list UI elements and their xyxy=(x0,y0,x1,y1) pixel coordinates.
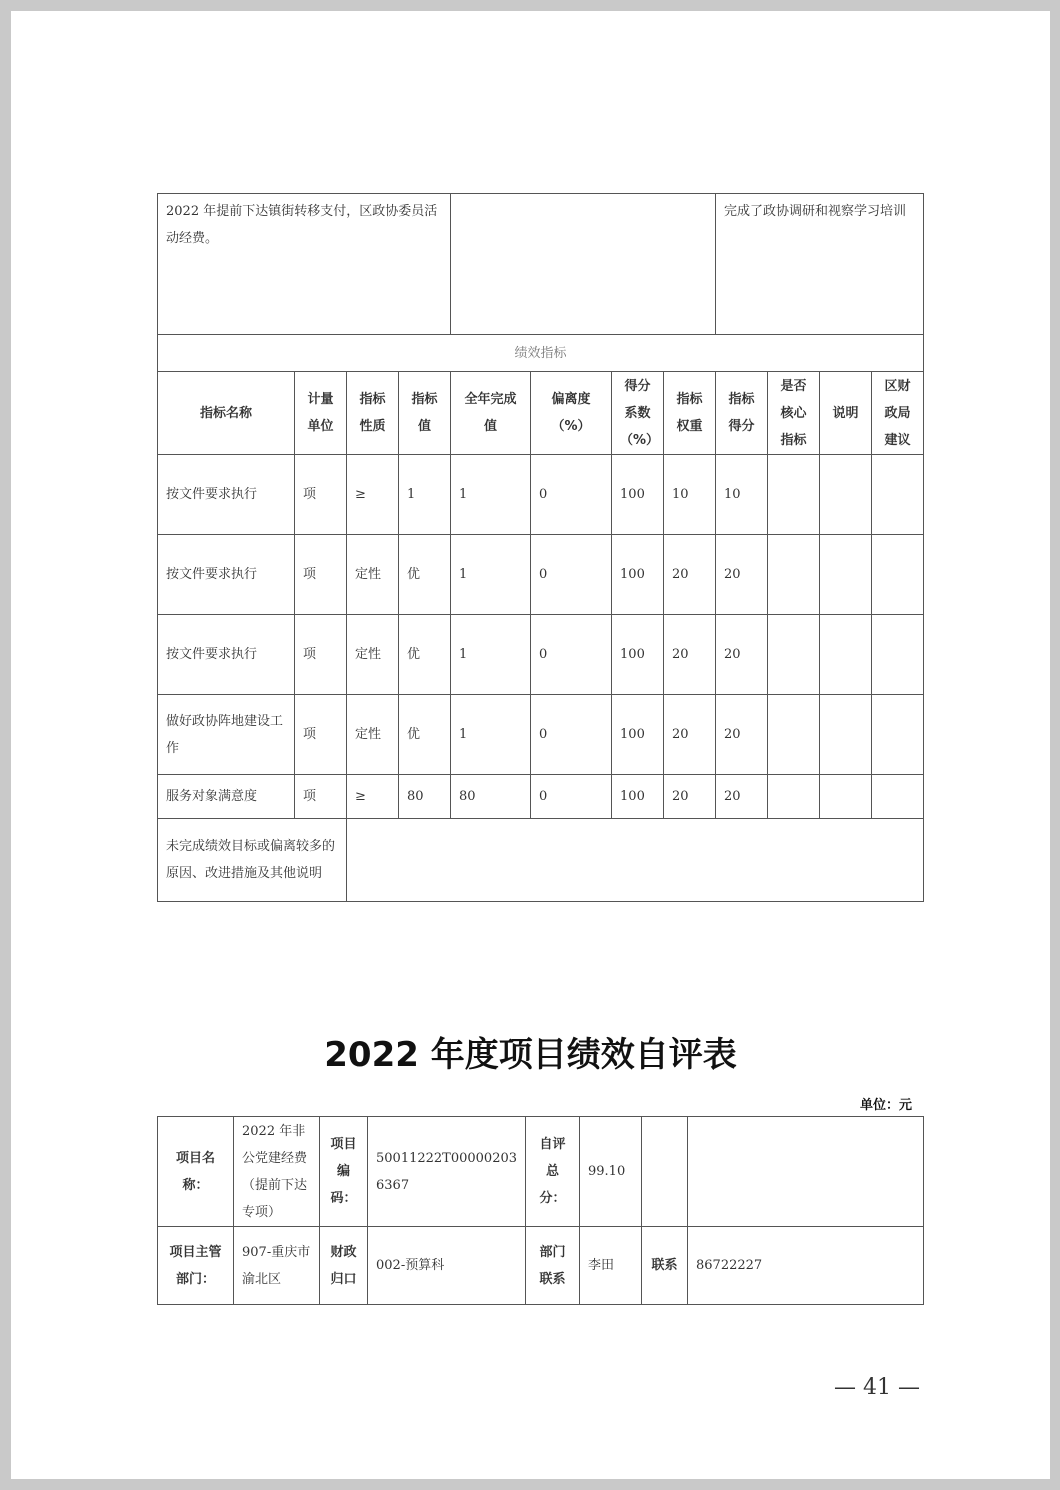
project-row xyxy=(158,1117,924,1227)
table-cell xyxy=(768,775,820,819)
table-cell: 0 xyxy=(531,695,612,775)
dept-label: 项目主管部门： xyxy=(158,1227,234,1305)
table-cell: 项 xyxy=(295,615,347,695)
performance-table xyxy=(157,193,924,902)
table-cell: 按文件要求执行 xyxy=(158,615,295,695)
dept-row xyxy=(158,1227,924,1305)
table-cell: 20 xyxy=(664,695,716,775)
table-cell xyxy=(872,535,924,615)
header-cell: 指标值 xyxy=(399,372,451,455)
target-row xyxy=(158,194,924,335)
table-cell xyxy=(872,615,924,695)
table-cell: 1 xyxy=(451,535,531,615)
footer-label: 未完成绩效目标或偏离较多的原因、改进措施及其他说明 xyxy=(158,819,347,902)
table-cell: 定性 xyxy=(347,615,399,695)
target-text: 2022 年提前下达镇街转移支付，区政协委员活动经费。 xyxy=(158,194,451,335)
table-cell xyxy=(820,455,872,535)
header-cell: 指标得分 xyxy=(716,372,768,455)
header-cell: 全年完成值 xyxy=(451,372,531,455)
table-cell: 1 xyxy=(451,615,531,695)
table-cell: 按文件要求执行 xyxy=(158,455,295,535)
table-cell xyxy=(768,615,820,695)
table-cell xyxy=(820,775,872,819)
table-cell: 20 xyxy=(664,535,716,615)
page-title: 2022 年度项目绩效自评表 xyxy=(324,1035,737,1075)
table-cell: 项 xyxy=(295,455,347,535)
table-cell: 100 xyxy=(612,455,664,535)
table-cell: 100 xyxy=(612,615,664,695)
footer-value xyxy=(347,819,924,902)
table-row xyxy=(158,535,924,615)
header-cell: 指标名称 xyxy=(158,372,295,455)
table-cell: 100 xyxy=(612,775,664,819)
table-cell xyxy=(820,695,872,775)
dept-value: 907-重庆市渝北区 xyxy=(234,1227,320,1305)
table-cell: 80 xyxy=(451,775,531,819)
table-cell: 项 xyxy=(295,775,347,819)
empty-cell xyxy=(688,1117,924,1227)
table-cell: 1 xyxy=(451,695,531,775)
finance-value: 002-预算科 xyxy=(368,1227,526,1305)
table-cell: 10 xyxy=(716,455,768,535)
table-row xyxy=(158,615,924,695)
table-cell xyxy=(872,775,924,819)
table-cell xyxy=(872,695,924,775)
project-code-label: 项目编码： xyxy=(320,1117,368,1227)
table-cell xyxy=(820,535,872,615)
middle-cell xyxy=(451,194,716,335)
table-cell xyxy=(872,455,924,535)
section-header-row xyxy=(158,335,924,372)
page-number: — 41 — xyxy=(834,1375,920,1400)
table-cell: 优 xyxy=(399,535,451,615)
table-cell: 按文件要求执行 xyxy=(158,535,295,615)
table-cell: ≥ xyxy=(347,775,399,819)
contact-label: 部门联系 xyxy=(526,1227,580,1305)
table-cell: 20 xyxy=(716,615,768,695)
table-row xyxy=(158,695,924,775)
table-cell: 100 xyxy=(612,695,664,775)
header-row xyxy=(158,372,924,455)
table-cell xyxy=(768,695,820,775)
table-cell: 定性 xyxy=(347,535,399,615)
table-cell: ≥ xyxy=(347,455,399,535)
section-header: 绩效指标 xyxy=(158,335,924,372)
header-cell: 区财政局建议 xyxy=(872,372,924,455)
table-cell: 20 xyxy=(716,695,768,775)
table-cell: 服务对象满意度 xyxy=(158,775,295,819)
result-text: 完成了政协调研和视察学习培训 xyxy=(716,194,924,335)
footer-row xyxy=(158,819,924,902)
header-cell: 指标性质 xyxy=(347,372,399,455)
header-cell: 是否核心指标 xyxy=(768,372,820,455)
table-cell: 1 xyxy=(451,455,531,535)
table-cell: 做好政协阵地建设工作 xyxy=(158,695,295,775)
table-cell: 项 xyxy=(295,535,347,615)
table-cell: 0 xyxy=(531,455,612,535)
table-cell: 项 xyxy=(295,695,347,775)
table-cell: 优 xyxy=(399,615,451,695)
header-cell: 偏离度（%） xyxy=(531,372,612,455)
project-code: 50011222T000002036367 xyxy=(368,1117,526,1227)
table-cell: 0 xyxy=(531,615,612,695)
table-cell xyxy=(820,615,872,695)
table-cell: 100 xyxy=(612,535,664,615)
table-cell: 20 xyxy=(664,775,716,819)
project-info-table xyxy=(157,1116,924,1305)
document-page xyxy=(11,11,1050,1479)
table-row xyxy=(158,455,924,535)
unit-label: 单位：元 xyxy=(859,1098,912,1113)
table-cell: 定性 xyxy=(347,695,399,775)
empty-cell xyxy=(642,1117,688,1227)
table-cell: 80 xyxy=(399,775,451,819)
table-cell: 1 xyxy=(399,455,451,535)
table-cell: 10 xyxy=(664,455,716,535)
finance-label: 财政归口 xyxy=(320,1227,368,1305)
header-cell: 指标权重 xyxy=(664,372,716,455)
table-cell: 20 xyxy=(716,775,768,819)
score-value: 99.10 xyxy=(580,1117,642,1227)
table-cell xyxy=(768,455,820,535)
table-cell xyxy=(768,535,820,615)
table-cell: 0 xyxy=(531,775,612,819)
header-cell: 计量单位 xyxy=(295,372,347,455)
phone-label: 联系 xyxy=(642,1227,688,1305)
header-cell: 得分系数（%） xyxy=(612,372,664,455)
table-cell: 0 xyxy=(531,535,612,615)
score-label: 自评总分： xyxy=(526,1117,580,1227)
header-cell: 说明 xyxy=(820,372,872,455)
table-cell: 优 xyxy=(399,695,451,775)
table-cell: 20 xyxy=(716,535,768,615)
phone-value: 86722227 xyxy=(688,1227,924,1305)
table-cell: 20 xyxy=(664,615,716,695)
table-row xyxy=(158,775,924,819)
project-name: 2022 年非公党建经费（提前下达专项） xyxy=(234,1117,320,1227)
project-name-label: 项目名称： xyxy=(158,1117,234,1227)
contact-person: 李田 xyxy=(580,1227,642,1305)
